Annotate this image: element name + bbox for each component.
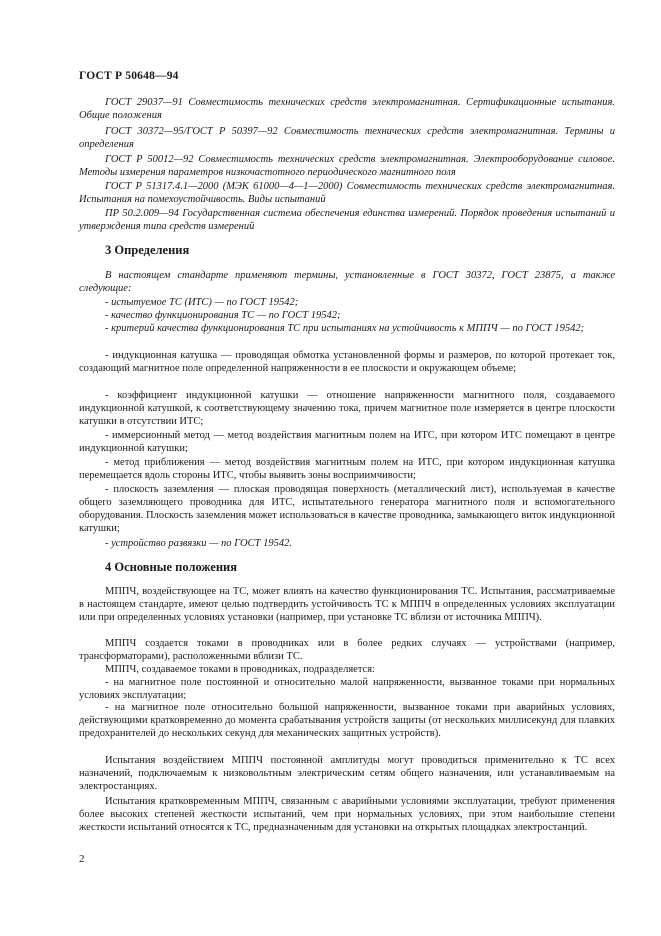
definition-item: - индукционная катушка — проводящая обмотка установленной формы и размеров, по которой протекает ток, создающий магнитное поле определенной напряженности в ее плоскости и окружающем объеме; (79, 350, 615, 374)
section-3-heading: 3 Определения (105, 243, 190, 257)
reference-item: ГОСТ Р 50012—92 Совместимость технических средств электромагнитная. Электрооборудование силовое. Методы измерения параметров низкочастотного периодического магнитного поля (79, 154, 615, 178)
definition-item: - испытуемое ТС (ИТС) — по ГОСТ 19542; (105, 297, 299, 308)
reference-item: ГОСТ 29037—91 Совместимость технических средств электромагнитная. Сертификационные испытания. Общие положения (79, 97, 615, 121)
body-paragraph: - на магнитное поле относительно большой напряженности, вызванное токами при аварийных условиях, действующими кратковременно до момента срабатывания устройств защиты (от нескольких миллисекунд для плавких предохранителей до нескольких секунд для механических защитных устройств). (79, 702, 615, 739)
body-paragraph: МППЧ, создаваемое токами в проводниках, подразделяется: (105, 664, 375, 675)
reference-item: ГОСТ 30372—95/ГОСТ Р 50397—92 Совместимость технических средств электромагнитная. Термины и определения (79, 126, 615, 150)
page-number: 2 (79, 853, 85, 865)
body-paragraph: МППЧ, воздействующее на ТС, может влиять на качество функционирования ТС. Испытания, рассматриваемые в настоящем стандарте, имеют целью подтвердить устойчивость ТС к МППЧ в определенных условиях эксплуатации или при определенных условиях установки (например, при установке ТС вблизи от источника МППЧ). (79, 586, 615, 623)
definition-item: - метод приближения — метод воздействия магнитным полем на ИТС, при котором индукционная катушка перемещается вдоль стороны ИТС, чтобы выявить зоны восприимчивости; (79, 457, 615, 481)
body-paragraph: Испытания кратковременным МППЧ, связанным с аварийными условиями эксплуатации, требуют применения более высоких степеней жесткости испытаний, чем при нормальных условиях, при этом наибольшие степени жесткости испытаний относятся к ТС, предназначенным для установки на открытых площадках электростанций. (79, 796, 615, 833)
definition-item: - критерий качества функционирования ТС при испытаниях на устойчивость к МППЧ — по ГОСТ 19542; (105, 323, 585, 334)
definition-item: - иммерсионный метод — метод воздействия магнитным полем на ИТС, при котором ИТС помещают в центре индукционной катушки; (79, 430, 615, 454)
reference-item: ПР 50.2.009—94 Государственная система обеспечения единства измерений. Порядок проведения испытаний и утверждения типа средств измерений (79, 208, 615, 232)
reference-item: ГОСТ Р 51317.4.1—2000 (МЭК 61000—4—1—2000) Совместимость технических средств электромагнитная. Испытания на помехоустойчивость. Виды испытаний (79, 181, 615, 205)
definition-item: - качество функционирования ТС — по ГОСТ 19542; (105, 310, 341, 321)
body-paragraph: МППЧ создается токами в проводниках или в более редких случаях — устройствами (например, трансформаторами), расположенными вблизи ТС. (79, 638, 615, 662)
definition-item: - коэффициент индукционной катушки — отношение напряженности магнитного поля, создаваемого индукционной катушкой, к соответствующему значению тока, причем магнитное поле измеряется в центре плоскости катушки в отсутствии ИТС; (79, 390, 615, 427)
definition-item: - плоскость заземления — плоская проводящая поверхность (металлический лист), используемая в качестве общего заземляющего проводника для ИТС, испытательного генератора магнитного поля и вспомогательного оборудования. Плоскость заземления может использоваться в качестве проводника, замыкающего виток индукционной катушки; (79, 484, 615, 534)
body-paragraph: Испытания воздействием МППЧ постоянной амплитуды могут проводиться применительно к ТС всех назначений, подключаемым к низковольтным электрическим сетям общего назначения, или устанавливаемым на электростанциях. (79, 755, 615, 792)
definition-item: - устройство развязки — по ГОСТ 19542. (105, 538, 292, 549)
section-3-intro: В настоящем стандарте применяют термины, установленные в ГОСТ 30372, ГОСТ 23875, а также следующие: (79, 270, 615, 294)
running-header: ГОСТ Р 50648—94 (79, 70, 179, 82)
body-paragraph: - на магнитное поле постоянной и относительно малой напряженности, вызванное токами при нормальных условиях эксплуатации; (79, 677, 615, 701)
section-4-heading: 4 Основные положения (105, 560, 238, 574)
